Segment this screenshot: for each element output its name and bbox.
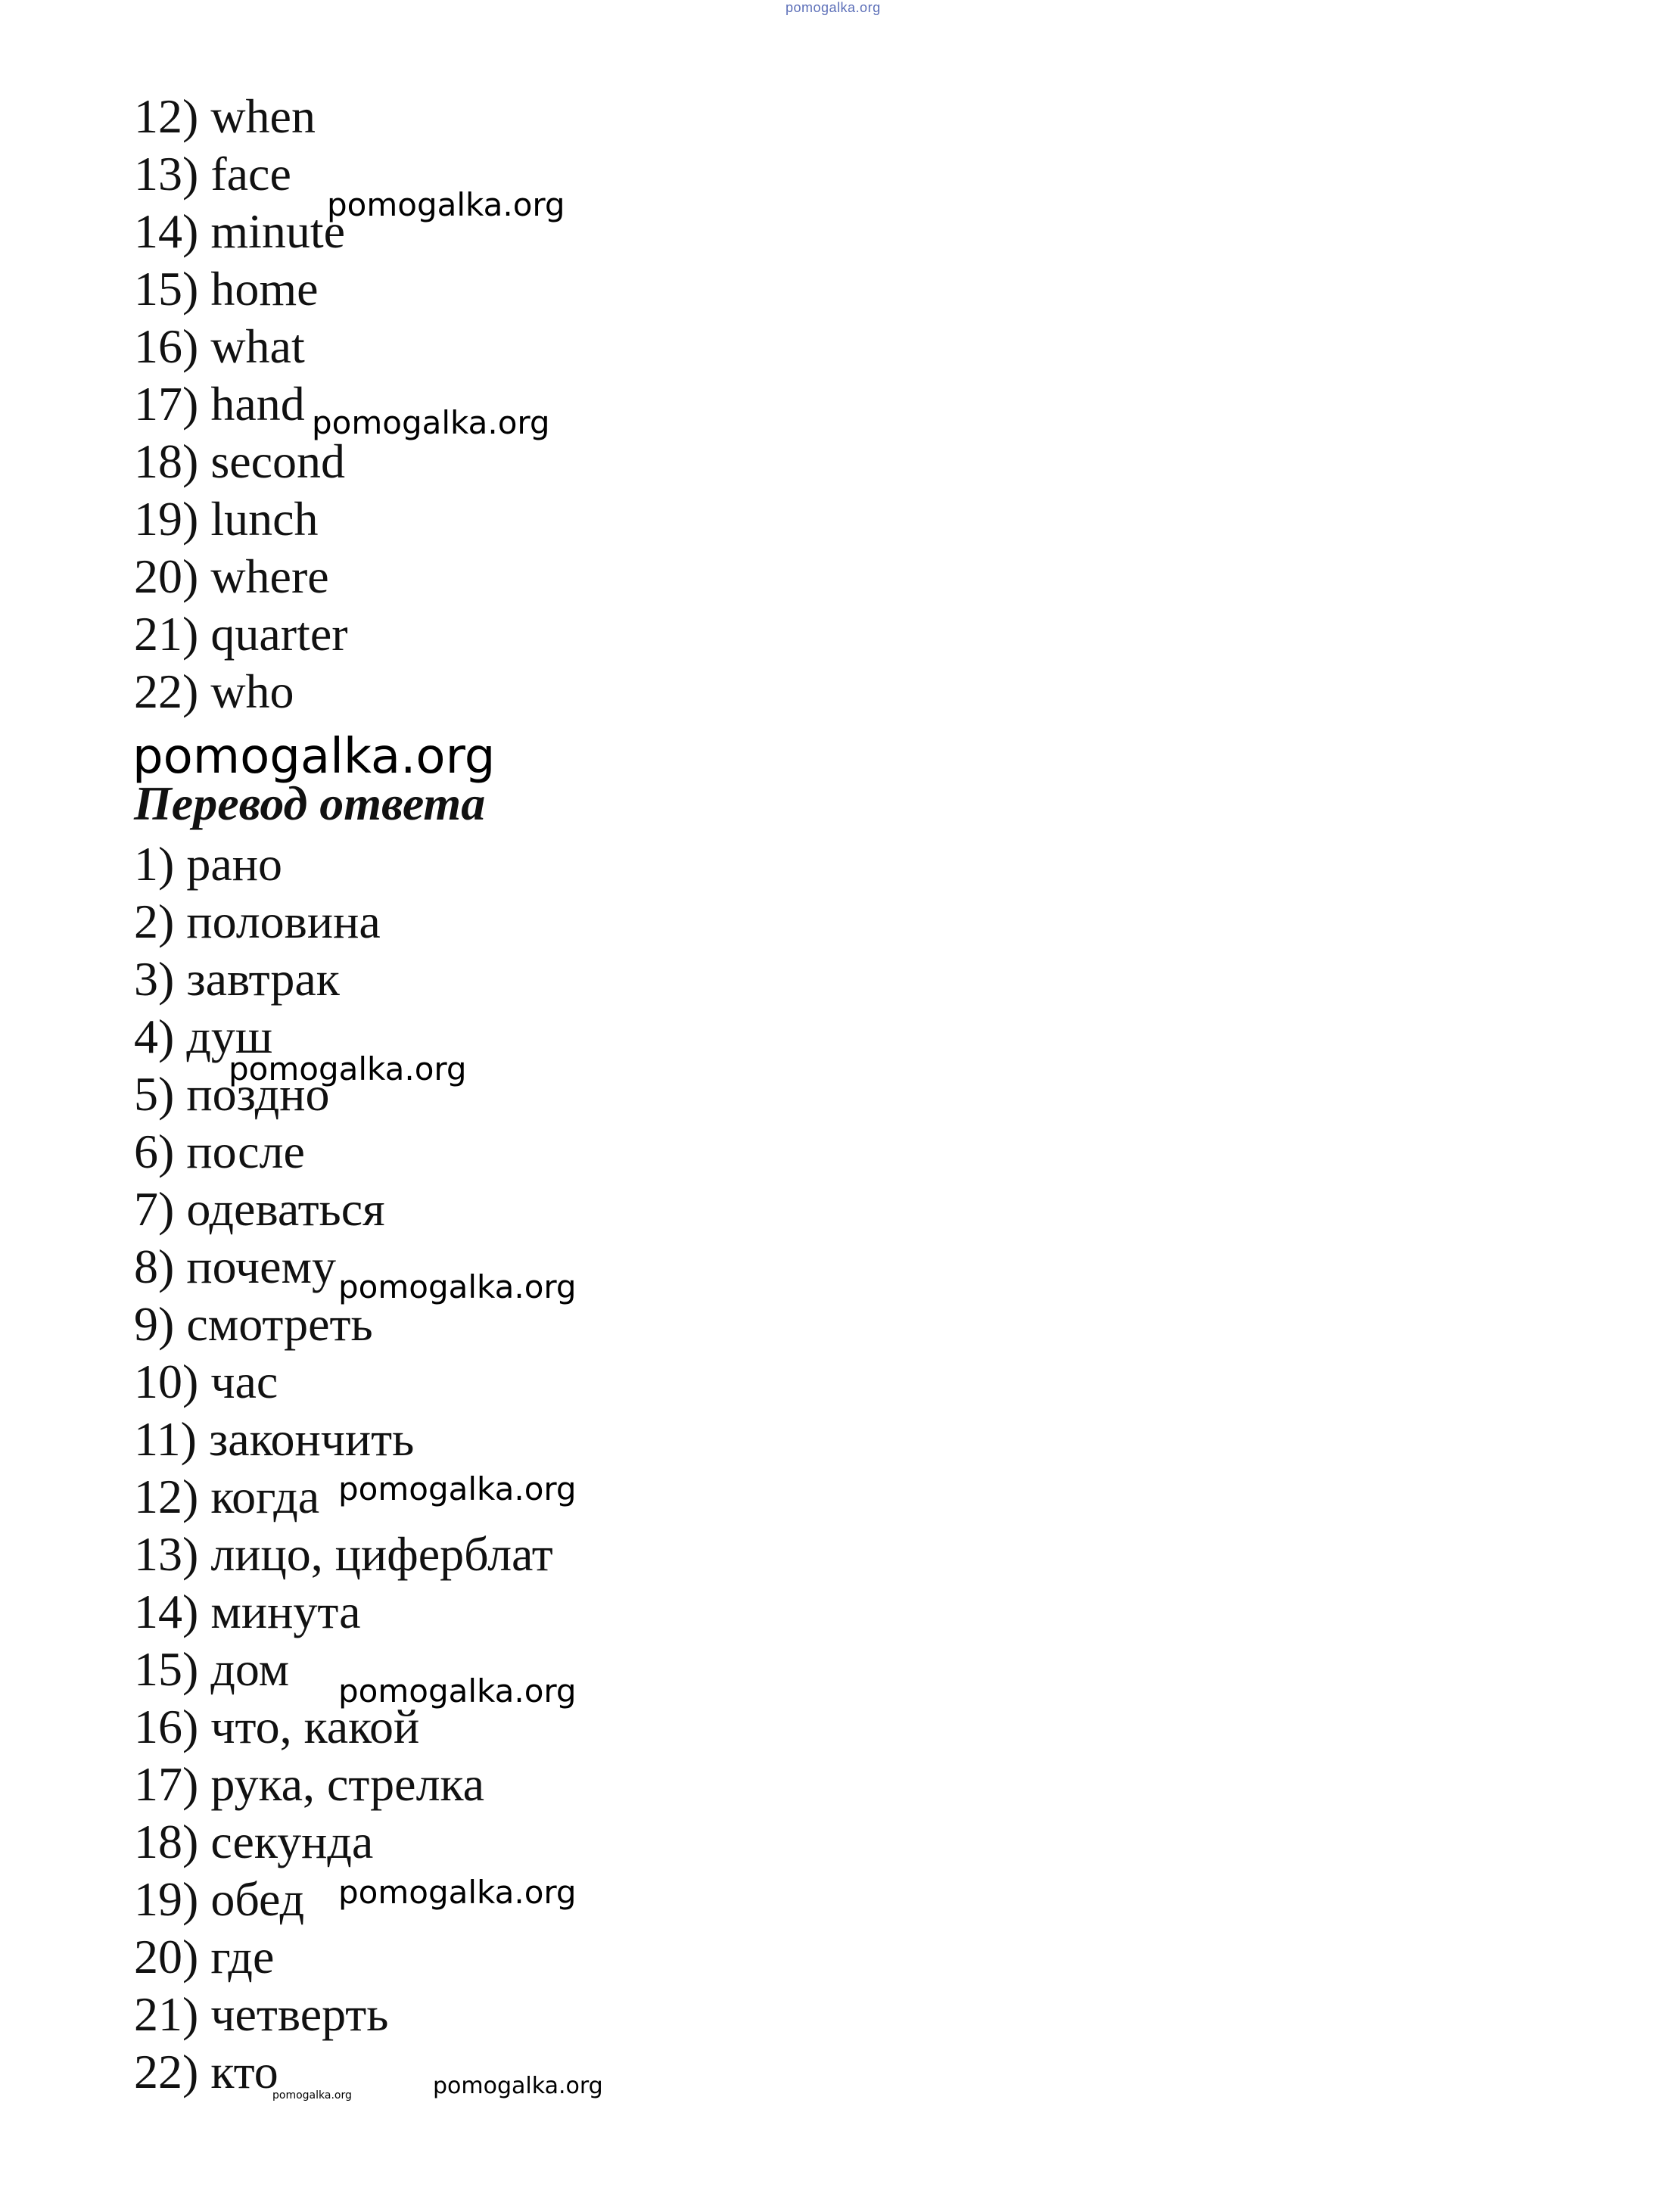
list-item: 21) четверть [134, 1987, 389, 2041]
watermark: pomogalka.org [327, 186, 565, 223]
watermark: pomogalka.org [229, 1050, 467, 1087]
list-item: 5) поздно [134, 1067, 330, 1121]
list-item: 16) что, какой [134, 1700, 420, 1753]
watermark-large: pomogalka.org [132, 729, 496, 785]
list-item: 13) лицо, циферблат [134, 1527, 553, 1581]
list-item: 1) рано [134, 837, 282, 891]
list-item: 2) половина [134, 894, 381, 948]
list-item: 16) what [134, 319, 305, 373]
list-item: 15) дом [134, 1642, 290, 1696]
watermark: pomogalka.org [338, 1470, 577, 1507]
list-item: 20) где [134, 1930, 275, 1983]
list-item: 6) после [134, 1125, 305, 1178]
list-item: 22) кто [134, 2045, 278, 2098]
list-item: 3) завтрак [134, 952, 340, 1006]
list-item: 18) секунда [134, 1815, 374, 1868]
list-item: 19) lunch [134, 492, 319, 546]
list-item: 17) рука, стрелка [134, 1757, 485, 1811]
list-item: 12) when [134, 89, 316, 143]
translation-heading: Перевод ответа [134, 776, 486, 830]
watermark: pomogalka.org [312, 404, 550, 441]
watermark: pomogalka.org [338, 1672, 577, 1710]
list-item: 8) почему [134, 1240, 336, 1293]
list-item: 11) закончить [134, 1412, 415, 1466]
list-item: 9) смотреть [134, 1297, 373, 1351]
list-item: 7) одеваться [134, 1182, 385, 1236]
list-item: 17) hand [134, 377, 305, 431]
list-item: 20) where [134, 549, 329, 603]
list-item: 10) час [134, 1355, 278, 1408]
list-item: 21) quarter [134, 607, 348, 661]
watermark: pomogalka.org [433, 2073, 603, 2099]
watermark: pomogalka.org [338, 1874, 577, 1911]
list-item: 14) minute [134, 204, 346, 258]
header-site-mark: pomogalka.org [786, 0, 881, 15]
list-item: 15) home [134, 262, 319, 316]
list-item: 14) минута [134, 1585, 361, 1638]
list-item: 18) second [134, 434, 346, 488]
list-item: 22) who [134, 664, 294, 718]
list-item: 19) обед [134, 1872, 305, 1926]
list-item: 4) душ [134, 1010, 273, 1063]
watermark-small: pomogalka.org [272, 2089, 352, 2102]
list-item: 13) face [134, 147, 291, 201]
list-item: 12) когда [134, 1470, 320, 1523]
watermark: pomogalka.org [338, 1268, 577, 1305]
